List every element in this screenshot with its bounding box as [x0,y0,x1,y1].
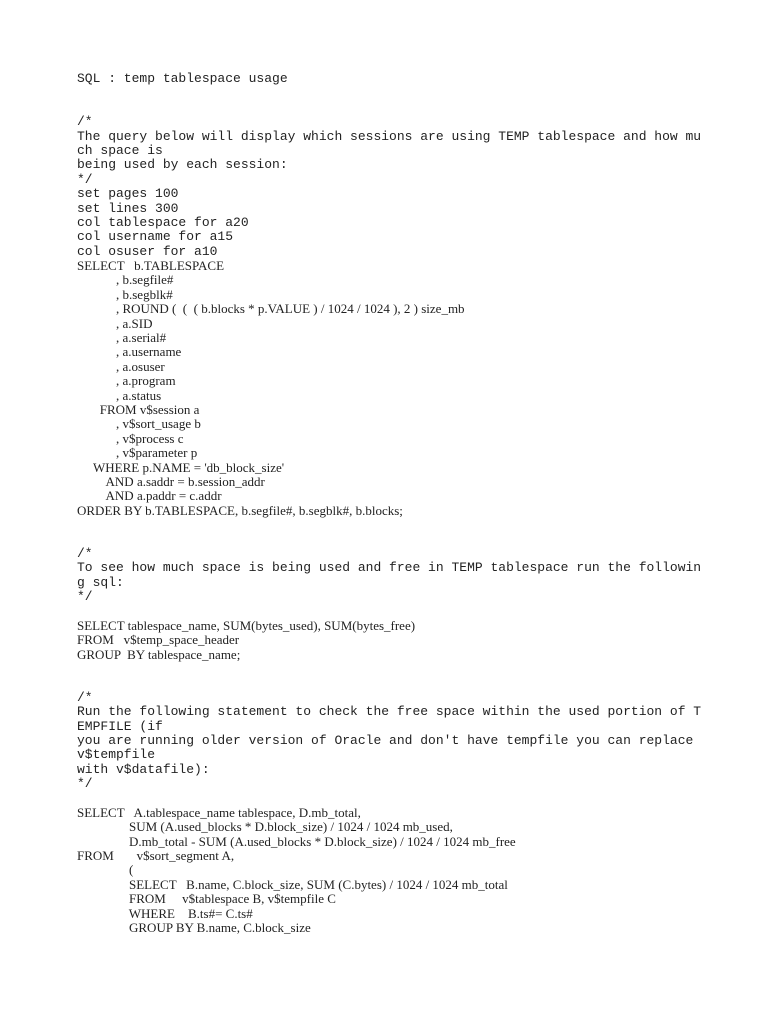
document-line: , v$parameter p [77,445,198,461]
document-line: SELECT A.tablespace_name tablespace, D.mb_total, [77,804,361,820]
document-line: ch space is [77,142,163,158]
document-line [77,676,737,690]
document-line: D.mb_total - SUM (A.used_blocks * D.block_size) / 1024 / 1024 mb_free [77,833,516,849]
document-line: /* [77,114,93,130]
document-line: FROM v$session a [77,401,200,417]
document-line: GROUP BY tablespace_name; [77,646,241,662]
document-line: ( [77,862,134,878]
document-line: , a.program [77,373,176,389]
document-line: set lines 300 [77,200,179,216]
document-line: g sql: [77,574,124,590]
document-line: , v$process c [77,430,184,446]
document-line: , b.segblk# [77,286,173,302]
document-line: AND a.paddr = c.addr [77,488,222,504]
document-line: */ [77,589,93,605]
document-line: SELECT b.TABLESPACE [77,258,225,274]
document-line: WHERE p.NAME = 'db_block_size' [77,459,285,475]
document-line: col osuser for a10 [77,243,218,259]
document-line: , b.segfile# [77,272,174,288]
document-line: SUM (A.used_blocks * D.block_size) / 1024 / 1024 mb_used, [77,819,453,835]
document-line: , ROUND ( ( ( b.blocks * p.VALUE ) / 1024 / 1024 ), 2 ) size_mb [77,301,465,317]
document-line: WHERE B.ts#= C.ts# [77,905,253,921]
document-line: col tablespace for a20 [77,214,249,230]
document-line: , a.username [77,344,182,360]
document-line: col username for a15 [77,229,234,245]
document-line: SELECT tablespace_name, SUM(bytes_used), SUM(bytes_free) [77,617,416,633]
document-line: v$tempfile [77,747,156,763]
document-line: ORDER BY b.TABLESPACE, b.segfile#, b.segblk#, b.blocks; [77,502,403,518]
document-body [77,72,737,935]
document-line: FROM v$temp_space_header [77,632,240,648]
document-line: you are running older version of Oracle and don't have tempfile you can replace [77,732,694,748]
document-line [77,792,737,806]
document-line: To see how much space is being used and free in TEMP tablespace run the followin [77,560,702,576]
document-line: , a.serial# [77,330,167,346]
document-line: */ [77,171,93,187]
document-line: EMPFILE (if [77,718,163,734]
document-line [77,662,737,676]
document-line: SELECT B.name, C.block_size, SUM (C.bytes) / 1024 / 1024 mb_total [77,876,508,892]
document-line: with v$datafile): [77,761,210,777]
document-line: SQL : temp tablespace usage [77,71,288,86]
document-line: GROUP BY B.name, C.block_size [77,920,311,936]
document-line: /* [77,689,93,705]
document-line: Run the following statement to check the free space within the used portion of T [77,704,702,720]
document-line: , a.SID [77,315,153,331]
document-line: FROM v$sort_segment A, [77,848,235,864]
document-line: AND a.saddr = b.session_addr [77,473,265,489]
document-line: FROM v$tablespace B, v$tempfile C [77,891,336,907]
document-line: The query below will display which sessions are using TEMP tablespace and how mu [77,128,702,144]
document-line: /* [77,545,93,561]
document-line [77,518,737,532]
document-line: being used by each session: [77,157,288,173]
document-line [77,86,737,100]
document-line: , a.osuser [77,358,165,374]
document-line: , v$sort_usage b [77,416,201,432]
document-line [77,533,737,547]
document-line: */ [77,776,93,792]
document-line: , a.status [77,387,162,403]
document-line: set pages 100 [77,186,179,202]
document-line [77,101,737,115]
document-line [77,604,737,618]
